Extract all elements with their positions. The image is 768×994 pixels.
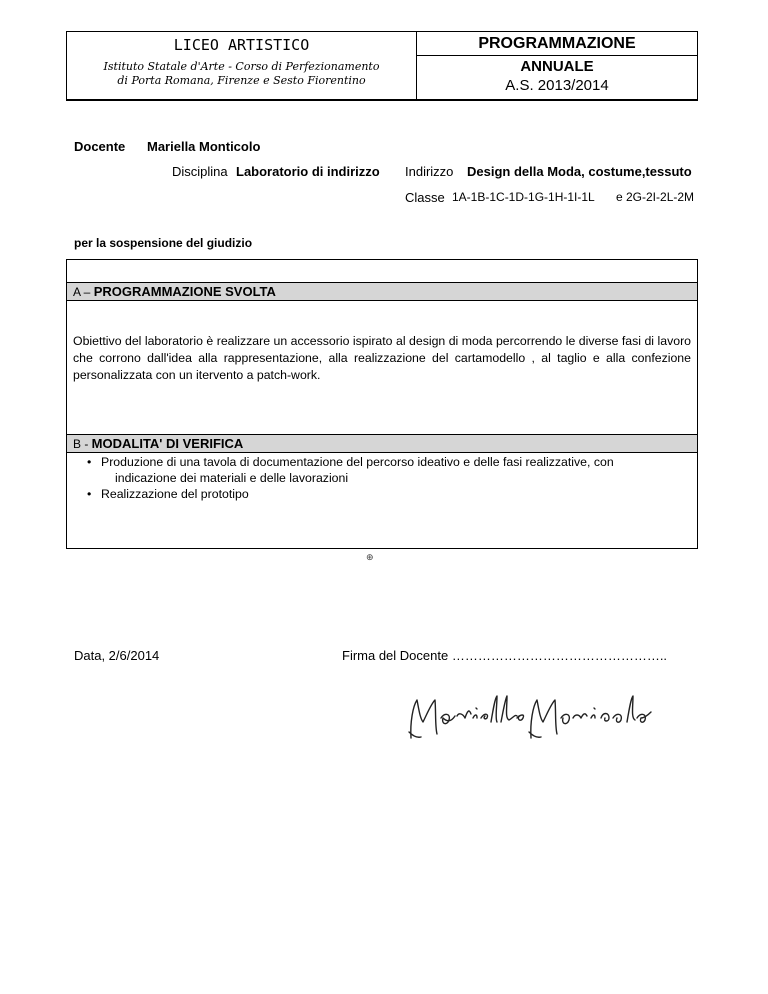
list-item: • Produzione di una tavola di documentazione del percorso ideativo e delle fasi realizzative, con [87,455,614,469]
indirizzo-value: Design della Moda, costume,tessuto [467,164,692,179]
section-b-prefix: B - [73,437,92,451]
handwritten-signature [405,688,685,748]
docente-label: Docente [74,139,126,154]
section-a-prefix: A – [73,285,94,299]
document-header [66,31,698,101]
verification-list [85,454,689,502]
school-year: A.S. 2013/2014 [505,77,609,94]
section-a-header [67,282,697,301]
title-block [417,32,697,99]
program-box [66,259,698,549]
institute-line-2: di Porta Romana, Firenze e Sesto Fiorentino [117,74,366,87]
school-block [67,32,417,99]
section-b-title: MODALITA' DI VERIFICA [91,436,244,451]
purpose-line: per la sospensione del giudizio [74,236,253,250]
bullet-icon: • [87,455,92,469]
disciplina-label: Disciplina [172,164,228,179]
list-item: • Realizzazione del prototipo [87,487,249,501]
section-a-body: Obiettivo del laboratorio è realizzare un accessorio ispirato al design di moda percorrendo le diverse fasi di lavoro che corrono dall'idea alla rappresentazione, alla realizzazione del cartamodello , al taglio e alla confezione personalizzata con un itervento a patch-work. [73,334,691,382]
section-a-title: PROGRAMMAZIONE SVOLTA [93,284,276,299]
classe-value: 1A-1B-1C-1D-1G-1H-1I-1L [452,190,595,204]
institute-line-1: Istituto Statale d'Arte - Corso di Perfezionamento [103,60,380,73]
document-subtitle: ANNUALE [520,58,594,75]
document-title: PROGRAMMAZIONE [417,32,697,56]
list-item-continuation: indicazione dei materiali e delle lavorazioni [115,471,349,485]
signature-label: Firma del Docente ………………………………………….. [342,648,668,663]
classe-extra: e 2G-2I-2L-2M [616,190,695,204]
section-b-header [67,434,697,453]
bullet-icon: • [87,487,92,501]
docente-name: Mariella Monticolo [147,139,261,154]
classe-label: Classe [405,190,445,205]
date: Data, 2/6/2014 [74,648,160,663]
indirizzo-label: Indirizzo [405,164,454,179]
anchor-mark-icon: ⊕ [366,552,374,562]
school-name: LICEO ARTISTICO [173,36,310,54]
disciplina-value: Laboratorio di indirizzo [236,164,380,179]
